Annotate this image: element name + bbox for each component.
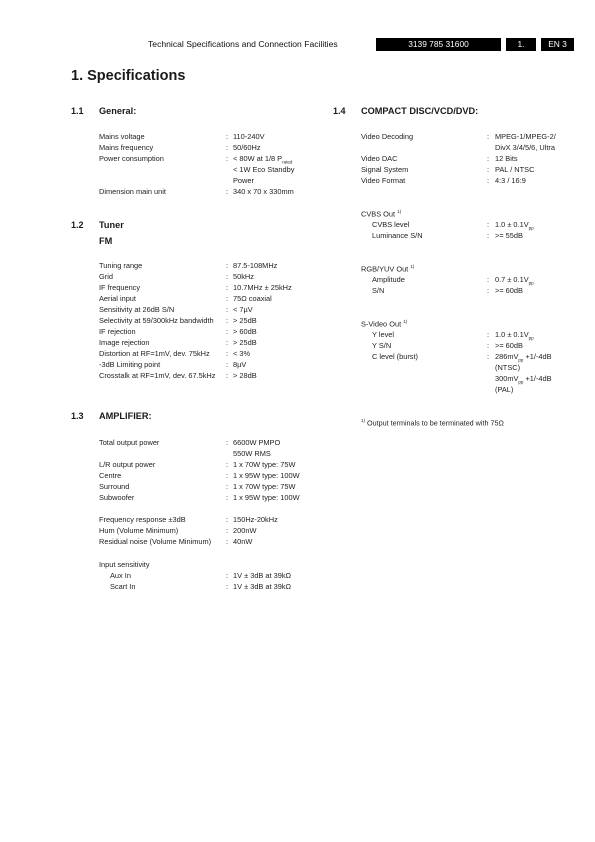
- section-number-disc: 1.4: [333, 106, 346, 116]
- spec-colon: :: [226, 349, 229, 358]
- spec-value: 550W RMS: [233, 449, 271, 458]
- spec-value: < 1W Eco Standby: [233, 165, 295, 174]
- spec-value: 10.7MHz ± 25kHz: [233, 283, 292, 292]
- spec-label: Amplitude: [372, 275, 405, 284]
- spec-colon: :: [226, 305, 229, 314]
- spec-label: Y level: [372, 330, 395, 339]
- spec-value: 1V ± 3dB at 39kΩ: [233, 571, 292, 580]
- spec-colon: :: [487, 330, 490, 339]
- spec-value: 1 x 95W type: 100W: [233, 493, 300, 502]
- spec-label: Frequency response ±3dB: [99, 515, 186, 524]
- header-page-number: EN 3: [541, 38, 574, 51]
- spec-colon: :: [226, 571, 229, 580]
- spec-value: >= 60dB: [495, 286, 523, 295]
- spec-colon: :: [226, 187, 229, 196]
- spec-colon: :: [226, 515, 229, 524]
- spec-colon: :: [226, 371, 229, 380]
- spec-value: MPEG-1/MPEG-2/: [495, 132, 556, 141]
- spec-label: Total output power: [99, 438, 160, 447]
- spec-label: Dimension main unit: [99, 187, 166, 196]
- spec-value: >= 60dB: [495, 341, 523, 350]
- section-number-amplifier: 1.3: [71, 411, 84, 421]
- spec-colon: :: [226, 272, 229, 281]
- spec-colon: :: [226, 482, 229, 491]
- spec-group-label: RGB/YUV Out $^{1)}$: [361, 264, 415, 274]
- spec-label: Video DAC: [361, 154, 398, 163]
- spec-value: > 60dB: [233, 327, 257, 336]
- header-chapter: 1.: [506, 38, 536, 51]
- spec-label: C level (burst): [372, 352, 418, 361]
- spec-value: 40nW: [233, 537, 253, 546]
- spec-value: 150Hz-20kHz: [233, 515, 278, 524]
- spec-label: Residual noise (Volume Minimum): [99, 537, 212, 546]
- spec-colon: :: [226, 132, 229, 141]
- section-number-general: 1.1: [71, 106, 84, 116]
- spec-label: CVBS level: [372, 220, 410, 229]
- spec-colon: :: [487, 341, 490, 350]
- spec-value: $1.0 \pm 0.1V_{pp}$: [495, 330, 534, 341]
- spec-label: Distortion at RF=1mV, dev. 75kHz: [99, 349, 210, 358]
- section-title-amplifier: AMPLIFIER:: [99, 411, 152, 421]
- spec-colon: :: [226, 493, 229, 502]
- spec-label: Subwoofer: [99, 493, 135, 502]
- spec-value: 110-240V: [233, 132, 265, 141]
- spec-label: Grid: [99, 272, 113, 281]
- spec-colon: :: [487, 154, 490, 163]
- spec-value: $300mV_{pp} +1/-4dB$: [495, 374, 552, 385]
- spec-label: -3dB Limiting point: [99, 360, 161, 369]
- section-number-tuner: 1.2: [71, 220, 84, 230]
- spec-label: Surround: [99, 482, 130, 491]
- header-title: Technical Specifications and Connection Facilities: [148, 39, 338, 49]
- spec-value: 12 Bits: [495, 154, 518, 163]
- spec-label: Centre: [99, 471, 122, 480]
- spec-group-label: S-Video Out $^{1)}$: [361, 319, 408, 329]
- footnote: [361, 418, 504, 427]
- spec-colon: :: [226, 294, 229, 303]
- spec-value: DivX 3/4/5/6, Ultra: [495, 143, 555, 152]
- spec-label: Aux In: [110, 571, 131, 580]
- spec-value: 1V ± 3dB at 39kΩ: [233, 582, 292, 591]
- section-title-disc: COMPACT DISC/VCD/DVD:: [361, 106, 479, 116]
- spec-label: Mains frequency: [99, 143, 154, 152]
- section-title-general: General:: [99, 106, 137, 116]
- spec-label: Signal System: [361, 165, 409, 174]
- spec-value: 50kHz: [233, 272, 254, 281]
- page-title: 1. Specifications: [71, 68, 186, 84]
- spec-value: $1.0 \pm 0.1V_{pp}$: [495, 220, 534, 231]
- spec-label: Power consumption: [99, 154, 164, 163]
- spec-colon: :: [487, 352, 490, 361]
- spec-value: $286mV_{pp} +1/-4dB$: [495, 352, 552, 363]
- spec-label: IF rejection: [99, 327, 136, 336]
- spec-label: Scart In: [110, 582, 136, 591]
- spec-label: Mains voltage: [99, 132, 145, 141]
- spec-colon: :: [487, 231, 490, 240]
- page-header: [0, 38, 595, 52]
- spec-value: $0.7 \pm 0.1V_{pp}$: [495, 275, 534, 286]
- spec-label: Image rejection: [99, 338, 150, 347]
- spec-label: Input sensitivity: [99, 560, 150, 569]
- spec-colon: :: [487, 132, 490, 141]
- spec-colon: :: [226, 471, 229, 480]
- spec-value: (PAL): [495, 385, 514, 394]
- spec-colon: :: [226, 537, 229, 546]
- spec-colon: :: [226, 582, 229, 591]
- spec-colon: :: [226, 438, 229, 447]
- spec-value: < 80W at 1/8 $P_{rated}$: [233, 154, 293, 165]
- spec-colon: :: [487, 220, 490, 229]
- spec-value: 50/60Hz: [233, 143, 261, 152]
- spec-label: Selectivity at 59/300kHz bandwidth: [99, 316, 214, 325]
- spec-value: 1 x 95W type: 100W: [233, 471, 300, 480]
- spec-label: L/R output power: [99, 460, 156, 469]
- spec-colon: :: [226, 460, 229, 469]
- spec-value: 1 x 70W type: 75W: [233, 482, 296, 491]
- spec-colon: :: [226, 316, 229, 325]
- spec-colon: :: [226, 154, 229, 163]
- spec-colon: :: [226, 261, 229, 270]
- spec-value: 4:3 / 16:9: [495, 176, 526, 185]
- spec-label: Aerial input: [99, 294, 136, 303]
- spec-colon: :: [487, 275, 490, 284]
- spec-value: 200nW: [233, 526, 257, 535]
- spec-value: > 25dB: [233, 316, 257, 325]
- footnote-mark: 1): [361, 418, 366, 423]
- spec-value: 87.5-108MHz: [233, 261, 278, 270]
- spec-value: 6600W PMPO: [233, 438, 281, 447]
- spec-group-label: CVBS Out $^{1)}$: [361, 209, 402, 219]
- spec-label: Luminance S/N: [372, 231, 423, 240]
- spec-value: < 7µV: [233, 305, 253, 314]
- spec-label: Tuning range: [99, 261, 143, 270]
- spec-value: > 28dB: [233, 371, 257, 380]
- spec-colon: :: [487, 165, 490, 174]
- spec-colon: :: [226, 143, 229, 152]
- spec-label: S/N: [372, 286, 385, 295]
- spec-colon: :: [226, 283, 229, 292]
- header-doc-number: 3139 785 31600: [376, 38, 501, 51]
- spec-value: 1 x 70W type: 75W: [233, 460, 296, 469]
- spec-value: 340 x 70 x 330mm: [233, 187, 294, 196]
- spec-value: >= 55dB: [495, 231, 523, 240]
- spec-value: PAL / NTSC: [495, 165, 535, 174]
- spec-label: Sensitivity at 26dB S/N: [99, 305, 175, 314]
- spec-label: IF frequency: [99, 283, 141, 292]
- spec-colon: :: [487, 176, 490, 185]
- spec-label: Hum (Volume Minimum): [99, 526, 179, 535]
- spec-value: 8µV: [233, 360, 247, 369]
- spec-value: (NTSC): [495, 363, 521, 372]
- spec-value: < 3%: [233, 349, 251, 358]
- spec-value: Power: [233, 176, 254, 185]
- footnote-text: Output terminals to be terminated with 75Ω: [367, 418, 504, 428]
- spec-label: Y S/N: [372, 341, 392, 350]
- spec-colon: :: [226, 327, 229, 336]
- section-subtitle-fm: FM: [99, 236, 113, 246]
- spec-colon: :: [226, 338, 229, 347]
- spec-colon: :: [226, 360, 229, 369]
- spec-label: Video Decoding: [361, 132, 414, 141]
- spec-colon: :: [226, 526, 229, 535]
- spec-label: Crosstalk at RF=1mV, dev. 67.5kHz: [99, 371, 216, 380]
- spec-value: 75Ω coaxial: [233, 294, 272, 303]
- spec-value: > 25dB: [233, 338, 257, 347]
- spec-label: Video Format: [361, 176, 406, 185]
- spec-colon: :: [487, 286, 490, 295]
- section-title-tuner: Tuner: [99, 220, 124, 230]
